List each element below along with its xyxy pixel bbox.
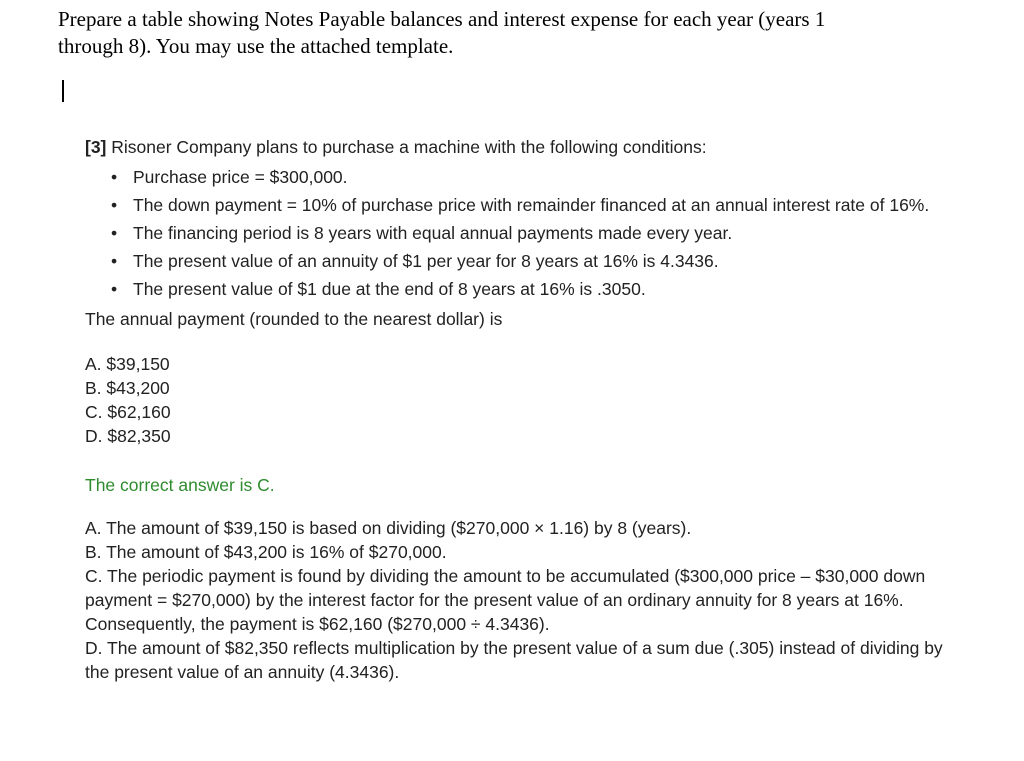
bullet-icon: • [111, 251, 118, 271]
bullet-icon: • [111, 279, 118, 299]
text-cursor [62, 80, 64, 102]
question-intro: Risoner Company plans to purchase a machine with the following conditions: [106, 137, 707, 157]
answer-options [85, 352, 945, 448]
correct-answer: The correct answer is C. [85, 475, 275, 495]
condition-text: The financing period is 8 years with equal annual payments made every year. [133, 223, 733, 243]
explanation-d: D. The amount of $82,350 reflects multiplication by the present value of a sum due (.305) instead of dividing by the present value of an annuity (4.3436). [85, 638, 943, 682]
option-d: D. $82,350 [85, 426, 171, 446]
instruction-line-1: Prepare a table showing Notes Payable balances and interest expense for each year (years 1 [58, 7, 826, 31]
question-prompt: The annual payment (rounded to the nearest dollar) is [85, 309, 503, 329]
question-header [85, 134, 945, 160]
question-image [85, 134, 945, 684]
condition-text: The present value of $1 due at the end of 8 years at 16% is .3050. [133, 279, 646, 299]
condition-item [85, 278, 945, 300]
bullet-icon: • [111, 195, 118, 215]
explanation-c: C. The periodic payment is found by dividing the amount to be accumulated ($300,000 price – $30,000 down payment = $270,000) by the interest factor for the present value of an ordinary annuity for 8 years at 16%. Consequently, the payment is $62,160 ($270,000 ÷ 4.3436). [85, 566, 926, 634]
instruction-text[interactable] [58, 6, 958, 60]
condition-item [85, 250, 945, 272]
condition-text: Purchase price = $300,000. [133, 167, 348, 187]
explanations-list [85, 516, 945, 684]
option-c: C. $62,160 [85, 402, 171, 422]
bullet-icon: • [111, 167, 118, 187]
condition-item [85, 166, 945, 188]
bullet-icon: • [111, 223, 118, 243]
question-number: [3] [85, 137, 107, 157]
instruction-line-2: through 8). You may use the attached template. [58, 34, 454, 58]
condition-item [85, 194, 945, 216]
condition-text: The present value of an annuity of $1 per year for 8 years at 16% is 4.3436. [133, 251, 719, 271]
condition-item [85, 222, 945, 244]
option-a: A. $39,150 [85, 354, 170, 374]
condition-text: The down payment = 10% of purchase price with remainder financed at an annual interest rate of 16%. [133, 195, 930, 215]
explanation-b: B. The amount of $43,200 is 16% of $270,000. [85, 542, 447, 562]
conditions-list [85, 166, 945, 300]
option-b: B. $43,200 [85, 378, 170, 398]
explanation-a: A. The amount of $39,150 is based on dividing ($270,000 × 1.16) by 8 (years). [85, 518, 692, 538]
